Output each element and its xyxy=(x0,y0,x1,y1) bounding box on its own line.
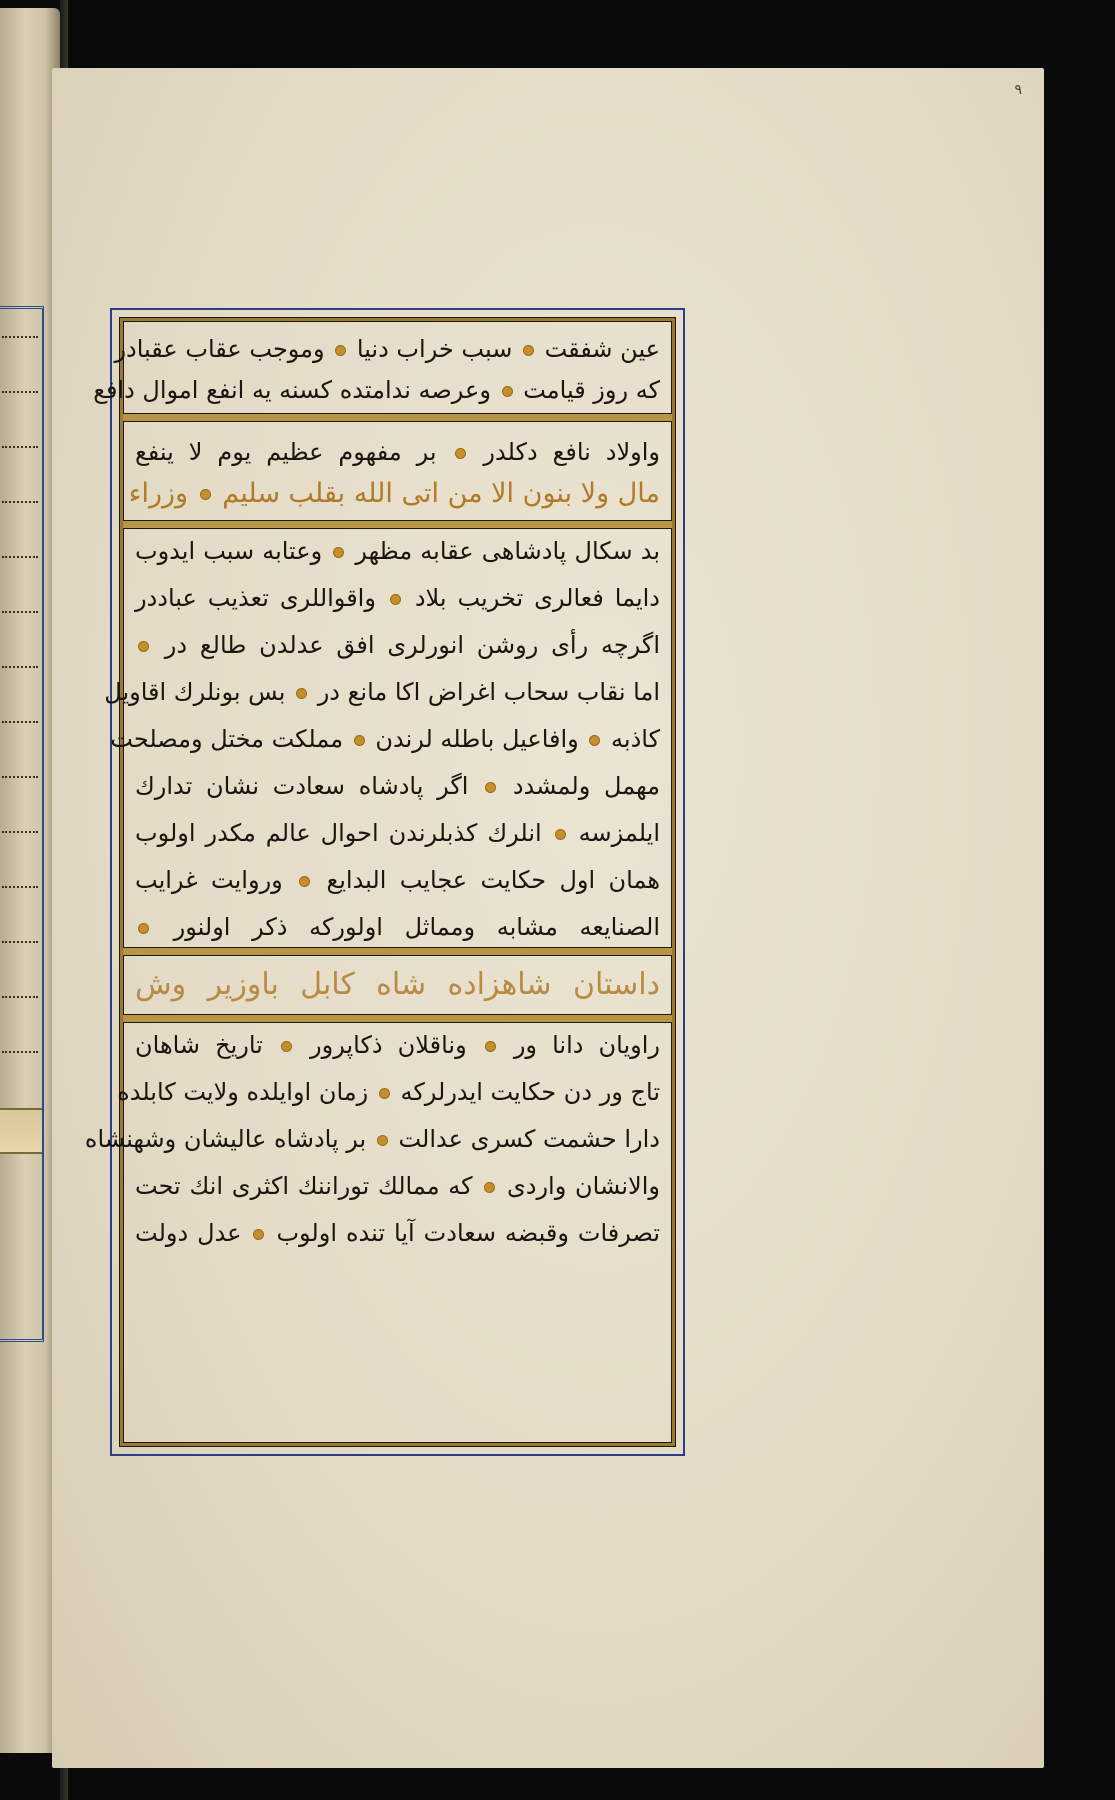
gold-dot-separator xyxy=(380,1089,389,1098)
text-line: عين شفقت سبب خراب دنيا وموجب عقاب عقبادر xyxy=(114,335,660,363)
text-line: ايلمزسه انلرك كذبلرندن احوال عالم مكدر اولوب xyxy=(135,819,661,847)
text-line: والانشان واردى كه ممالك توراننك اكثرى انك تحت xyxy=(135,1172,660,1200)
gold-dot-separator xyxy=(355,736,364,745)
gold-dot-separator xyxy=(139,642,148,651)
facing-page-line xyxy=(2,328,38,338)
text-line: كاذبه وافاعيل باطله لرندن مملكت مختل ومصلحت xyxy=(110,725,660,753)
facing-page-line xyxy=(2,713,38,723)
gold-dot-separator xyxy=(297,689,306,698)
gold-dot-separator xyxy=(282,1042,291,1051)
gold-dot-separator xyxy=(378,1136,387,1145)
gold-dot-separator xyxy=(391,595,400,604)
gold-dot-separator xyxy=(336,346,345,355)
gold-dot-separator xyxy=(139,924,148,933)
section-1 xyxy=(93,321,672,413)
text-line: واولاد نافع دكلدر بر مفهوم عظيم يوم لا ينفع xyxy=(135,438,660,466)
text-line: اگرچه رأى روشن انورلرى افق عدلدن طالع در xyxy=(135,633,660,657)
quran-quote-line: مال ولا بنون الا من اتى الله بقلب سليم وزراء xyxy=(128,478,660,509)
facing-page xyxy=(0,8,60,1753)
gold-dot-separator xyxy=(503,387,512,396)
gold-dot-separator xyxy=(524,346,533,355)
gold-dot-separator xyxy=(590,736,599,745)
facing-page-line xyxy=(2,878,38,888)
gold-dot-separator xyxy=(334,548,343,557)
facing-page-line xyxy=(2,1043,38,1053)
text-line: الصنايعه مشابه ومماثل اولوركه ذكر اولنور xyxy=(135,915,660,939)
text-line: اما نقاب سحاب اغراض اكا مانع در بس بونلرك اقاويل xyxy=(104,678,660,706)
facing-page-line xyxy=(2,438,38,448)
text-block-frame xyxy=(84,308,685,1456)
manuscript-page xyxy=(52,68,1044,1768)
text-line: تصرفات وقبضه سعادت آيا تنده اولوب عدل دولت xyxy=(135,1219,660,1247)
gold-dot-separator xyxy=(486,1042,495,1051)
text-line: مهمل ولمشدد اگر پادشاه سعادت نشان تدارك xyxy=(135,772,661,800)
folio-number: ٩ xyxy=(1014,82,1022,98)
facing-page-line xyxy=(2,988,38,998)
text-line: كه روز قيامت وعرصه ندامتده كسنه يه انفع اموال دافع xyxy=(93,376,660,404)
facing-page-heading-band xyxy=(0,1108,42,1154)
section-3 xyxy=(104,527,672,947)
facing-page-line xyxy=(2,548,38,558)
text-line: دايما فعالرى تخريب بلاد واقواللرى تعذيب عباددر xyxy=(135,584,660,612)
facing-page-line xyxy=(2,658,38,668)
facing-page-line xyxy=(2,823,38,833)
text-block xyxy=(84,318,675,1446)
text-line: دارا حشمت كسرى عدالت بر پادشاه عاليشان وشهنشاه xyxy=(84,1125,660,1153)
text-line: همان اول حكايت عجايب البدايع وروايت غرايب xyxy=(135,866,660,894)
section-heading xyxy=(123,954,672,1014)
gold-dot-separator xyxy=(300,877,309,886)
facing-page-line xyxy=(2,493,38,503)
gold-dot-separator xyxy=(254,1230,263,1239)
text-line: تاج ور دن حكايت ايدرلركه زمان اوايلده ولايت كابلده xyxy=(117,1078,660,1106)
gold-dot-separator xyxy=(456,449,465,458)
text-line: راويان دانا ور وناقلان ذكاپرور تاريخ شاهان xyxy=(135,1031,660,1059)
gold-dot-separator xyxy=(486,783,495,792)
chapter-heading: داستان شاهزاده شاه كابل باوزير وش xyxy=(135,967,660,1002)
gold-dot-separator xyxy=(201,490,210,499)
facing-page-line xyxy=(2,933,38,943)
facing-page-line xyxy=(2,768,38,778)
section-5 xyxy=(84,1021,672,1441)
facing-page-line xyxy=(2,383,38,393)
gold-dot-separator xyxy=(485,1183,494,1192)
section-2 xyxy=(123,420,672,520)
facing-page-line xyxy=(2,603,38,613)
text-line: بد سكال پادشاهى عقابه مظهر وعتابه سبب ايدوب xyxy=(135,537,660,565)
gold-dot-separator xyxy=(556,830,565,839)
